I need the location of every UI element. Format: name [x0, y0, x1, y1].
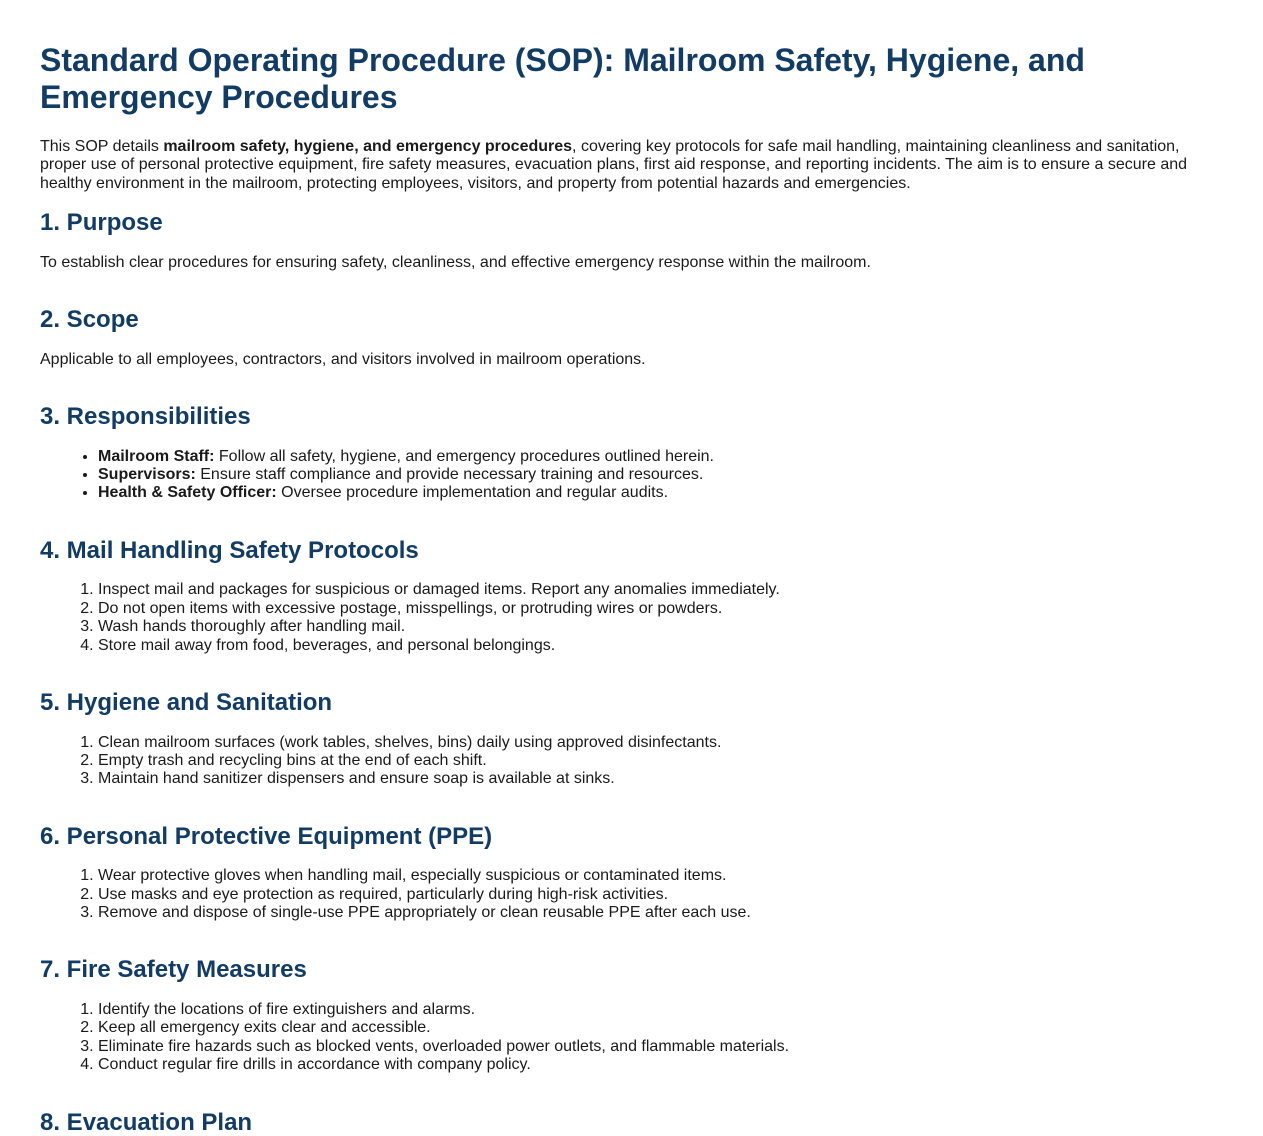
list-item: 2. Keep all emergency exits clear and accessible. [98, 1019, 1223, 1037]
section-heading-evacuation: 8. Evacuation Plan [40, 1108, 253, 1136]
list-item: 3. Remove and dispose of single-use PPE appropriately or clean reusable PPE after each use. [98, 904, 1223, 922]
list-item-text: Follow all safety, hygiene, and emergency procedures outlined herein. [214, 447, 714, 465]
mail-handling-list [40, 581, 1223, 655]
hygiene-list [40, 734, 1223, 789]
section-heading-scope: 2. Scope [40, 306, 139, 334]
intro-text-pre: This SOP details [40, 137, 164, 155]
list-item: 3. Maintain hand sanitizer dispensers and ensure soap is available at sinks. [98, 770, 1223, 788]
list-item-text: Oversee procedure implementation and regular audits. [276, 484, 669, 502]
list-item [98, 448, 1223, 466]
section-heading-fire-safety: 7. Fire Safety Measures [40, 956, 307, 984]
section-heading-purpose: 1. Purpose [40, 209, 163, 237]
section-heading-mail-handling: 4. Mail Handling Safety Protocols [40, 536, 419, 564]
list-item-label: Health & Safety Officer: [98, 484, 277, 502]
ppe-list [40, 867, 1223, 922]
list-item-label: Supervisors: [98, 466, 196, 483]
section-heading-responsibilities: 3. Responsibilities [40, 403, 251, 431]
section-heading-hygiene: 5. Hygiene and Sanitation [40, 688, 333, 716]
list-item: 1. Inspect mail and packages for suspicious or damaged items. Report any anomalies immediately. [98, 581, 1223, 599]
list-item: 2. Use masks and eye protection as required, particularly during high-risk activities. [98, 886, 1223, 904]
intro-paragraph [40, 138, 1223, 193]
list-item: 4. Conduct regular fire drills in accordance with company policy. [98, 1056, 1223, 1074]
page-title: Standard Operating Procedure (SOP): Mailroom Safety, Hygiene, and Emergency Procedures [40, 42, 1085, 116]
list-item: 4. Store mail away from food, beverages, and personal belongings. [98, 637, 1223, 655]
section-text-purpose: To establish clear procedures for ensuring safety, cleanliness, and effective emergency response within the mailroom. [40, 253, 871, 271]
list-item: 1. Clean mailroom surfaces (work tables, shelves, bins) daily using approved disinfectants. [98, 734, 1223, 752]
list-item: 1. Identify the locations of fire extinguishers and alarms. [98, 1001, 1223, 1019]
list-item [98, 466, 1223, 484]
fire-safety-list [40, 1001, 1223, 1075]
list-item: 2. Do not open items with excessive postage, misspellings, or protruding wires or powders. [98, 600, 1223, 618]
section-heading-ppe: 6. Personal Protective Equipment (PPE) [40, 822, 493, 850]
list-item: 2. Empty trash and recycling bins at the end of each shift. [98, 752, 1223, 770]
list-item-text: Ensure staff compliance and provide necessary training and resources. [195, 466, 704, 483]
list-item: 3. Eliminate fire hazards such as blocked vents, overloaded power outlets, and flammable materials. [98, 1038, 1223, 1056]
responsibilities-list [40, 448, 1223, 503]
list-item [98, 484, 1223, 502]
list-item-label: Mailroom Staff: [98, 447, 215, 465]
section-text-scope: Applicable to all employees, contractors, and visitors involved in mailroom operations. [40, 350, 646, 368]
list-item: 1. Wear protective gloves when handling mail, especially suspicious or contaminated items. [98, 867, 1223, 885]
list-item: 3. Wash hands thoroughly after handling mail. [98, 618, 1223, 636]
intro-text-bold: mailroom safety, hygiene, and emergency procedures [163, 137, 573, 155]
intro-text-post: , covering key protocols for safe mail handling, maintaining cleanliness and sanitation, proper use of personal protective equipment, fire safety measures, evacuation plans, first aid response, and reporting incidents. The aim is to ensure a secure and healthy environment in the mailroom, protecting employees, visitors, and property from potential hazards and emergencies. [40, 137, 1188, 192]
